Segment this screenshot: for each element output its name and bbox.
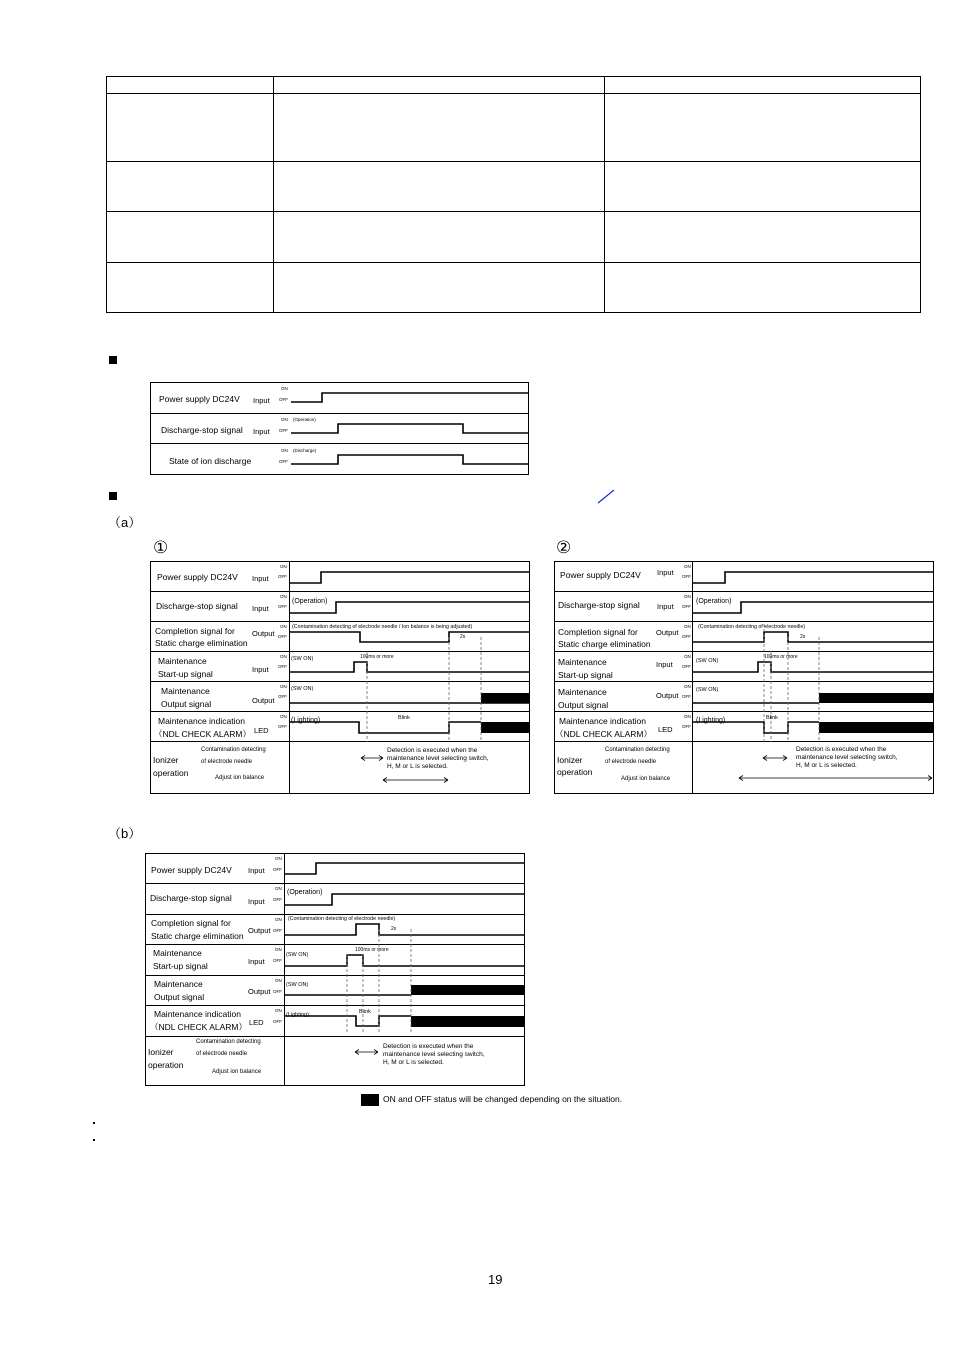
section-b-label: （b）	[108, 826, 142, 841]
row-label-completion: Completion signal for	[155, 626, 235, 636]
row-label-maint-start: Maintenance	[158, 656, 207, 666]
row-io: Input	[252, 665, 269, 674]
bullet-dot	[93, 1139, 95, 1141]
slash-mark	[596, 489, 616, 505]
on-label: ON	[275, 917, 282, 922]
note-blink: Blink	[359, 1009, 371, 1015]
note-sw-on: (SW ON)	[286, 952, 309, 958]
off-label: OFF	[278, 604, 287, 609]
wave-maint-start	[290, 662, 529, 672]
waveforms	[151, 562, 529, 793]
off-label: OFF	[278, 574, 287, 579]
note-blink: Blink	[766, 715, 778, 721]
legend-swatch	[361, 1094, 379, 1106]
off-label: OFF	[273, 958, 282, 963]
row-io: Input	[248, 866, 265, 875]
wave-completion	[693, 632, 933, 642]
note-operation: (Operation)	[287, 889, 323, 896]
off-label: OFF	[273, 1019, 282, 1024]
off-label: OFF	[682, 694, 691, 699]
row-label-completion: Static charge elimination	[155, 638, 248, 648]
row-label-maint-out: Output signal	[154, 992, 205, 1002]
on-label: ON	[280, 714, 287, 719]
row-io: Input	[248, 897, 265, 906]
adjust-label: Adjust ion balance	[212, 1069, 262, 1075]
off-label: OFF	[278, 694, 287, 699]
on-label: ON	[281, 417, 288, 422]
row-label-maint-ind: Maintenance indication	[559, 716, 646, 726]
waveforms	[146, 854, 524, 1085]
status-block	[481, 722, 529, 733]
spec-table	[106, 76, 921, 313]
waveforms	[151, 383, 528, 474]
row-io: Output	[252, 696, 275, 705]
bullet-square	[109, 356, 117, 364]
row-label-completion: Completion signal for	[151, 918, 231, 928]
status-block	[819, 722, 933, 733]
row-label-maint-ind: （NDL CHECK ALARM）	[555, 729, 652, 739]
status-block	[481, 693, 529, 703]
note-100ms: 100ms or more	[360, 654, 394, 660]
note-detect: Detection is executed when the maintenance level selecting switch, H, M or L is selected.	[383, 1043, 485, 1066]
note-lighting: (Lighting)	[696, 717, 726, 724]
legend-text: ON and OFF status will be changed depending on the situation.	[383, 1094, 623, 1104]
wave-discharge-stop	[285, 894, 524, 905]
off-label: OFF	[682, 634, 691, 639]
row-label-discharge-stop: Discharge-stop signal	[156, 601, 238, 611]
contam-label: of electrode needle	[196, 1051, 248, 1057]
contam-label: of electrode needle	[201, 759, 253, 765]
row-label-ionizer: operation	[557, 767, 593, 777]
wave-discharge-stop	[693, 602, 933, 613]
row-io: Input	[248, 957, 265, 966]
note-sw-on: (SW ON)	[291, 686, 314, 692]
timing-chart-basic	[150, 382, 529, 475]
row-io-discharge-stop: Input	[253, 427, 270, 436]
on-label: ON	[275, 856, 282, 861]
row-label-power: Power supply DC24V	[159, 394, 240, 404]
note-sw-on: (SW ON)	[696, 687, 719, 693]
sub-2-label: ②	[556, 538, 572, 557]
row-io: Input	[252, 574, 269, 583]
off-label: OFF	[682, 604, 691, 609]
note-detect: Detection is executed when the maintenance level selecting switch, H, M or L is selected.	[796, 746, 898, 769]
note-operation: (Operation)	[696, 598, 732, 605]
on-label: ON	[281, 386, 288, 391]
arrow-detect	[355, 1050, 378, 1055]
row-io: Output	[252, 629, 275, 638]
row-io: Output	[248, 926, 271, 935]
bullet-dot	[93, 1122, 95, 1124]
wave-completion	[290, 632, 529, 642]
row-label-ionizer: Ionizer	[153, 755, 179, 765]
note-lighting: (Lighting)	[286, 1012, 309, 1018]
on-label: ON	[280, 564, 287, 569]
note-100ms: 100ms or more	[355, 947, 389, 953]
row-label-maint-out: Maintenance	[154, 979, 203, 989]
row-io: Input	[656, 660, 673, 669]
on-label: ON	[275, 947, 282, 952]
off-label: OFF	[279, 428, 288, 433]
row-label-discharge-stop: Discharge-stop signal	[161, 425, 243, 435]
row-label-maint-out: Output signal	[161, 699, 212, 709]
note-operation: (Operation)	[292, 598, 328, 605]
on-label: ON	[684, 564, 691, 569]
off-label: OFF	[682, 724, 691, 729]
on-label: ON	[280, 624, 287, 629]
row-label-completion: Static charge elimination	[151, 931, 244, 941]
wave-maint-start	[693, 662, 933, 672]
row-label-discharge-stop: Discharge-stop signal	[150, 893, 232, 903]
row-label-maint-start: Maintenance	[153, 948, 202, 958]
adjust-label: Adjust ion balance	[215, 775, 265, 781]
note-detect: Detection is executed when the maintenance level selecting switch, H, M or L is selected.	[387, 747, 489, 770]
wave-maint-ind	[285, 1016, 411, 1026]
on-label: ON	[275, 978, 282, 983]
wave-maint-start	[285, 955, 524, 966]
status-block	[819, 693, 933, 703]
row-label-ionizer: Ionizer	[557, 755, 583, 765]
note-2s: 2s	[460, 634, 466, 640]
row-io: Input	[657, 568, 674, 577]
on-label: ON	[684, 594, 691, 599]
row-label-completion: Completion signal for	[558, 627, 638, 637]
note-blink: Blink	[398, 715, 410, 721]
wave-maint-ind	[693, 722, 819, 733]
row-label-maint-start: Start-up signal	[153, 961, 208, 971]
row-label-ionizer: operation	[148, 1060, 184, 1070]
on-label: ON	[280, 684, 287, 689]
wave-maint-ind	[290, 722, 481, 733]
timing-chart-a2	[554, 561, 934, 794]
off-label: OFF	[682, 664, 691, 669]
off-label: OFF	[278, 724, 287, 729]
row-label-power: Power supply DC24V	[560, 570, 641, 580]
wave-power	[285, 863, 524, 874]
off-label: OFF	[273, 989, 282, 994]
row-label-maint-ind: （NDL CHECK ALARM）	[154, 729, 251, 739]
arrow-adjust	[739, 776, 932, 781]
off-label: OFF	[682, 574, 691, 579]
note-sw-on: (SW ON)	[286, 982, 309, 988]
contam-label: of electrode needle	[605, 759, 657, 765]
row-label-maint-ind: Maintenance indication	[154, 1009, 241, 1019]
row-label-ionizer: Ionizer	[148, 1047, 174, 1057]
row-io: LED	[254, 726, 269, 735]
row-label-maint-out: Maintenance	[161, 686, 210, 696]
wave-power	[290, 572, 529, 583]
note-2s: 2s	[391, 926, 397, 932]
row-label-maint-out: Output signal	[558, 700, 609, 710]
note-sw-on: (SW ON)	[291, 656, 314, 662]
row-io: LED	[249, 1018, 264, 1027]
row-io: Input	[657, 602, 674, 611]
on-label: ON	[280, 594, 287, 599]
contam-label: Contamination detecting	[201, 747, 266, 753]
row-io: Output	[248, 987, 271, 996]
row-label-completion: Static charge elimination	[558, 639, 651, 649]
wave-power	[291, 393, 528, 402]
row-io: Output	[656, 628, 679, 637]
adjust-label: Adjust ion balance	[621, 776, 671, 782]
on-label: ON	[684, 714, 691, 719]
off-label: OFF	[279, 459, 288, 464]
on-label: ON	[684, 624, 691, 629]
contam-label: Contamination detecting	[196, 1039, 261, 1045]
row-label-maint-ind: （NDL CHECK ALARM）	[150, 1022, 247, 1032]
contam-label: Contamination detecting	[605, 747, 670, 753]
note-sw-on: (SW ON)	[696, 658, 719, 664]
arrow-detect	[763, 756, 787, 761]
row-io: Input	[252, 604, 269, 613]
off-label: OFF	[273, 928, 282, 933]
note-2s: 2s	[800, 634, 806, 640]
page-number: 19	[488, 1272, 503, 1287]
off-label: OFF	[278, 634, 287, 639]
wave-power	[693, 572, 933, 583]
arrow-detect	[361, 756, 383, 761]
on-label: ON	[281, 448, 288, 453]
off-label: OFF	[279, 397, 288, 402]
bullet-square	[109, 492, 117, 500]
note-100ms: 100ms or more	[764, 654, 798, 660]
row-label-discharge-stop: Discharge-stop signal	[558, 600, 640, 610]
note-contam: (Contamination detecting of electrode needle / Ion balance is being adjusted)	[292, 624, 473, 630]
timing-chart-a1	[150, 561, 530, 794]
row-label-power: Power supply DC24V	[157, 572, 238, 582]
off-label: OFF	[273, 897, 282, 902]
row-label-maint-start: Start-up signal	[158, 669, 213, 679]
off-label: OFF	[278, 664, 287, 669]
waveforms	[555, 562, 933, 793]
row-io-power: Input	[253, 396, 270, 405]
note-contam: (Contamination detecting of electrode needle)	[288, 916, 396, 922]
row-label-maint-ind: Maintenance indication	[158, 716, 245, 726]
note-lighting: (Lighting)	[291, 717, 321, 724]
on-label: ON	[275, 886, 282, 891]
off-label: OFF	[273, 867, 282, 872]
row-io: Output	[656, 691, 679, 700]
wave-discharge-stop	[290, 602, 529, 613]
on-label: ON	[275, 1008, 282, 1013]
on-label: ON	[280, 654, 287, 659]
note-discharge: (Discharge)	[293, 448, 317, 453]
on-label: ON	[684, 654, 691, 659]
row-label-ionizer: operation	[153, 768, 189, 778]
row-label-power: Power supply DC24V	[151, 865, 232, 875]
arrow-adjust	[383, 778, 448, 783]
on-label: ON	[684, 684, 691, 689]
sub-1-label: ①	[153, 538, 169, 557]
row-label-ion-discharge: State of ion discharge	[169, 456, 252, 466]
timing-chart-b	[145, 853, 525, 1086]
row-io: LED	[658, 725, 673, 734]
row-label-maint-start: Start-up signal	[558, 670, 613, 680]
section-a-label: （a）	[108, 515, 142, 530]
status-block	[411, 1016, 524, 1027]
row-label-maint-out: Maintenance	[558, 687, 607, 697]
wave-discharge-stop	[291, 424, 528, 433]
note-contam: (Contamination detecting of electrode needle)	[698, 624, 806, 630]
wave-completion	[285, 924, 524, 935]
wave-ion-discharge	[291, 455, 528, 464]
row-label-maint-start: Maintenance	[558, 657, 607, 667]
note-operation: (Operation)	[293, 417, 316, 422]
status-block	[411, 985, 524, 995]
